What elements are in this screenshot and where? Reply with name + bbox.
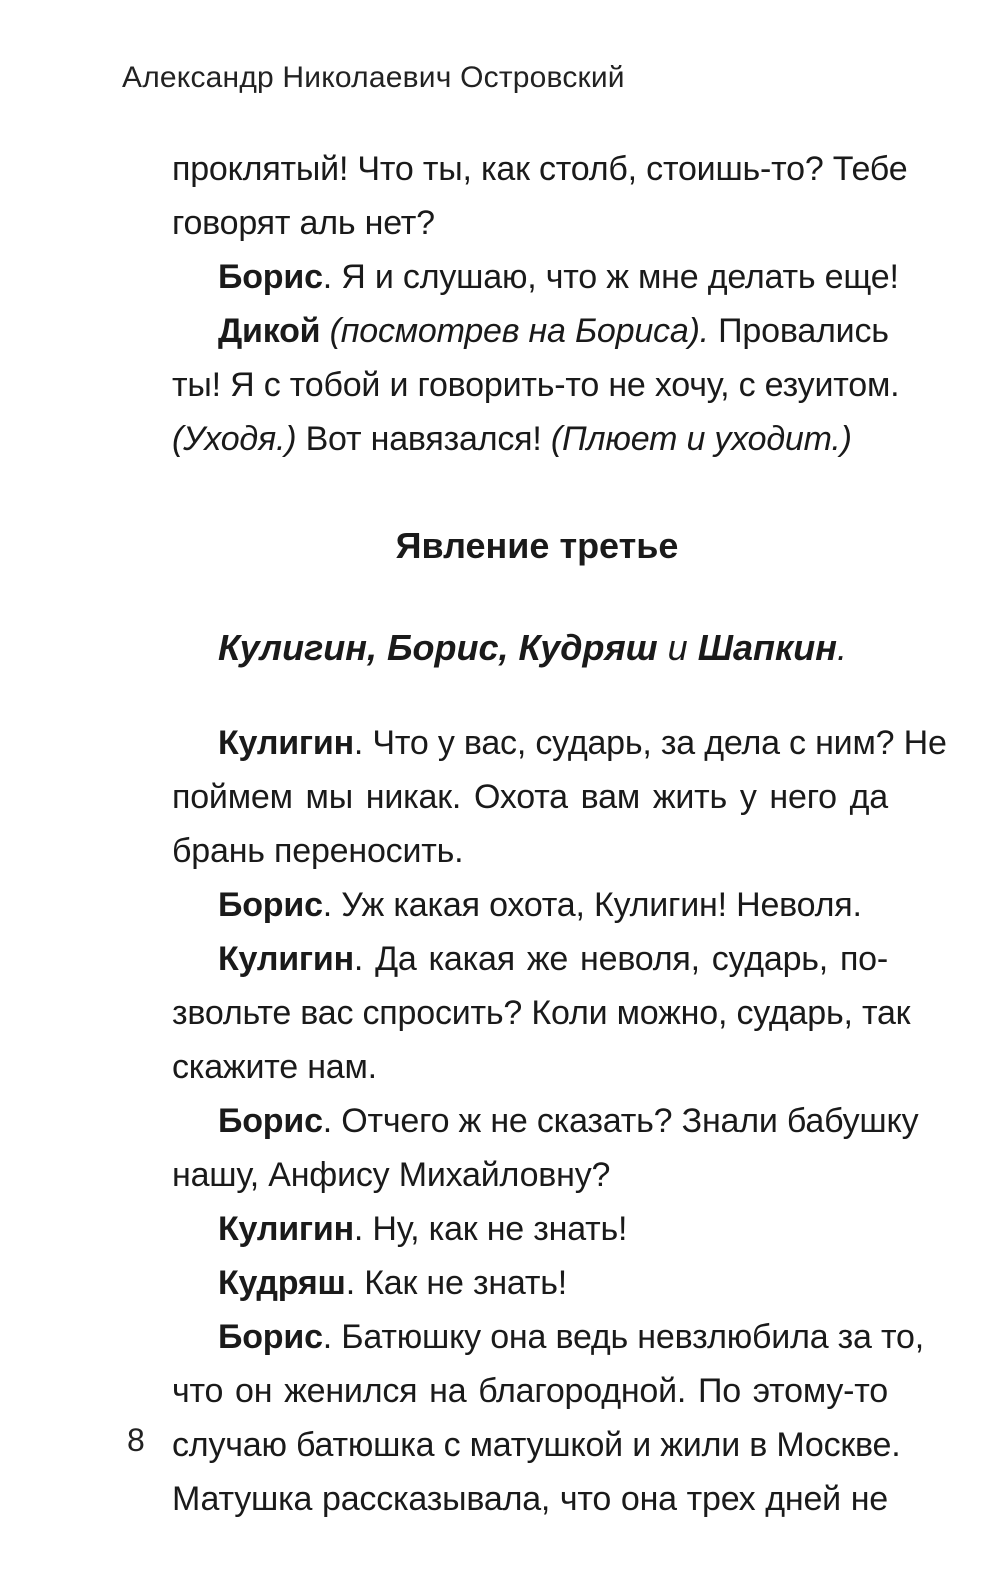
dialogue-line <box>172 250 899 304</box>
dialogue-line <box>172 716 947 770</box>
cast-end: . <box>836 627 847 668</box>
text-line: нашу, Анфису Михайловну? <box>172 1156 611 1194</box>
stage-direction: (Уходя.) <box>172 420 297 458</box>
text-line: проклятый! Что ты, как столб, стоишь-то? Тебе <box>172 150 908 188</box>
speaker-name: Борис <box>218 258 323 296</box>
text-line: что он женился на благородной. По этому-то <box>172 1372 888 1410</box>
speech-text: . Да какая же неволя, сударь, по- <box>353 940 888 978</box>
speaker-name: Борис <box>218 1102 323 1140</box>
text-body <box>172 142 947 1526</box>
dialogue-line <box>172 1094 919 1148</box>
speech-text: Провались <box>708 312 889 350</box>
cast-conjunction: и <box>657 627 698 668</box>
cast-name: Шапкин <box>697 627 837 668</box>
speaker-name: Дикой <box>218 312 321 350</box>
dialogue-line <box>172 1202 888 1256</box>
dialogue-line <box>172 1310 924 1364</box>
dialogue-line <box>172 878 888 932</box>
speech-text: . Уж какая охота, Кулигин! Неволя. <box>322 886 862 924</box>
cast-separator: , <box>498 627 519 668</box>
stage-direction: (Плюет и уходит.) <box>550 420 852 458</box>
scene-heading: Явление третье <box>395 525 679 566</box>
cast-name: Борис <box>387 627 499 668</box>
dialogue-line <box>172 1256 888 1310</box>
speech-text: . Как не знать! <box>345 1264 568 1302</box>
speaker-name: Кулигин <box>218 1210 354 1248</box>
text-line: поймем мы никак. Охота вам жить у него да <box>172 778 888 816</box>
speaker-name: Кулигин <box>218 724 354 762</box>
text-line: ты! Я с тобой и говорить-то не хочу, с езуитом. <box>172 366 900 404</box>
speech-text: . Что у вас, сударь, за дела с ним? Не <box>353 724 947 762</box>
text-line: случаю батюшка с матушкой и жили в Москве. <box>172 1426 901 1464</box>
speaker-name: Борис <box>218 886 323 924</box>
running-head-author: Александр Николаевич Островский <box>122 61 625 94</box>
speech-text: . Ну, как не знать! <box>353 1210 628 1248</box>
stage-direction: (посмотрев на Бориса). <box>320 312 709 350</box>
speech-text: . Я и слушаю, что ж мне делать еще! <box>322 258 899 296</box>
dialogue-line <box>172 304 888 358</box>
text-line: говорят аль нет? <box>172 204 435 242</box>
text-line: скажите нам. <box>172 1048 377 1086</box>
speaker-name: Кулигин <box>218 940 354 978</box>
text-line: звольте вас спросить? Коли можно, сударь, так <box>172 994 911 1032</box>
text-line: Матушка рассказывала, что она трех дней не <box>172 1480 888 1518</box>
page-number: 8 <box>127 1422 145 1458</box>
text-line: брань переносить. <box>172 832 464 870</box>
speaker-name: Кудряш <box>218 1264 346 1302</box>
speaker-name: Борис <box>218 1318 323 1356</box>
cast-name: Кулигин <box>218 627 368 668</box>
cast-name: Кудряш <box>518 627 658 668</box>
speech-text: . Отчего ж не сказать? Знали бабушку <box>322 1102 919 1140</box>
cast-list <box>172 618 888 678</box>
text-line <box>172 412 888 466</box>
dialogue-line <box>172 932 888 986</box>
speech-text: . Батюшку она ведь невзлюбила за то, <box>322 1318 924 1356</box>
cast-separator: , <box>367 627 388 668</box>
speech-text: Вот навязался! <box>296 420 551 458</box>
